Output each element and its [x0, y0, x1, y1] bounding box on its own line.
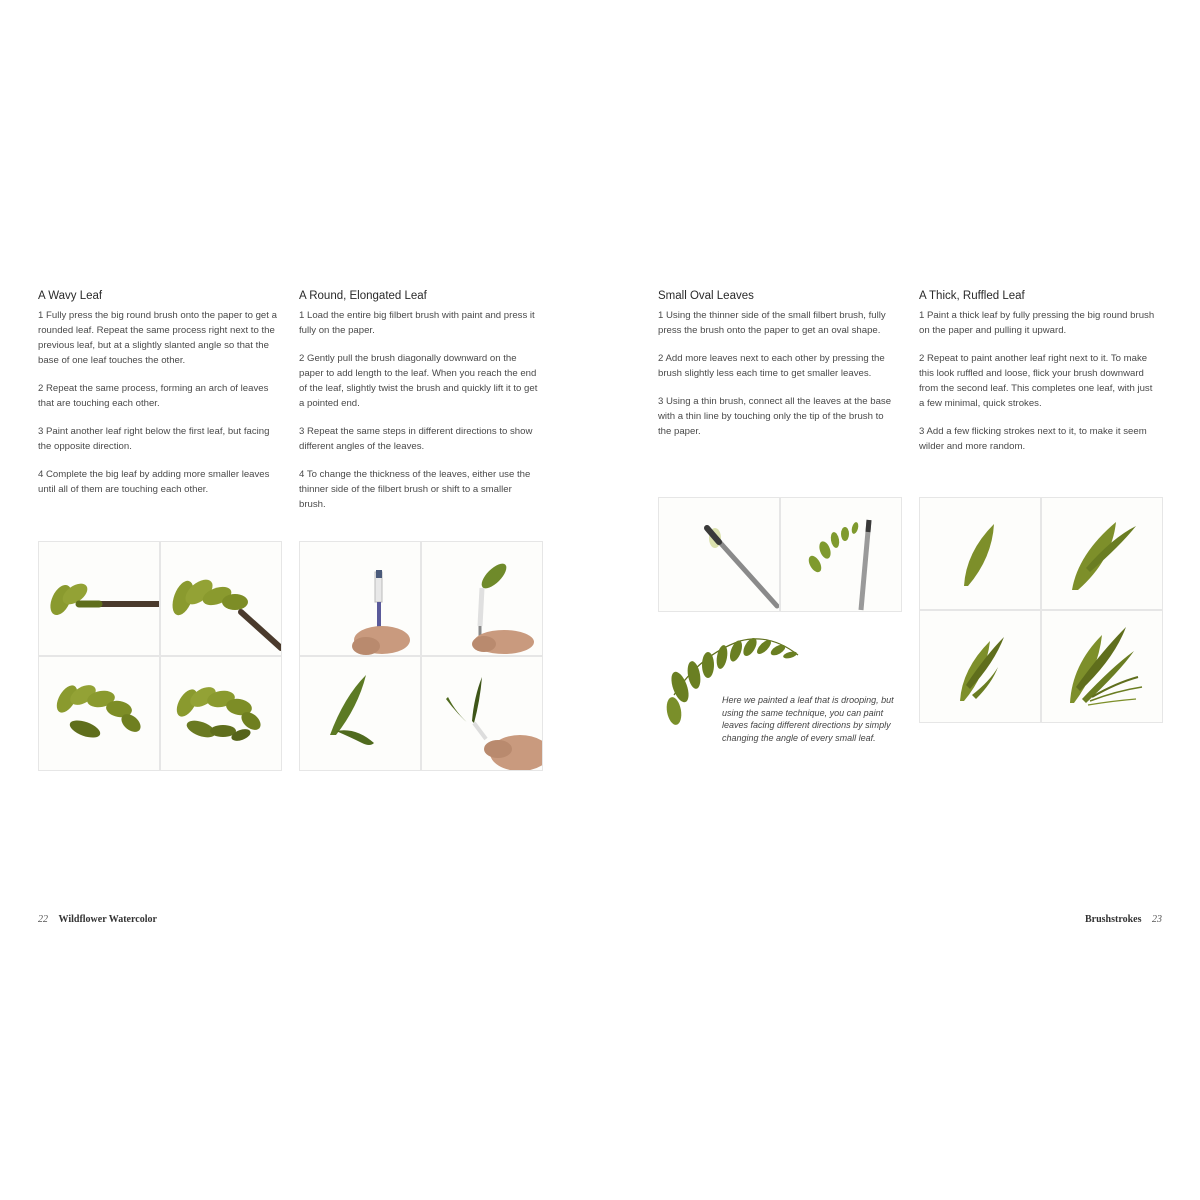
step-text: 3 Repeat the same steps in different directions to show different angles of the leaves.: [299, 426, 533, 452]
oval-leaves-photo-grid: [658, 497, 902, 612]
wavy-leaf-step-1-photo: [39, 542, 159, 655]
section-round-elongated-leaf: [299, 290, 539, 525]
section-wavy-leaf: [38, 290, 278, 510]
chapter-title: Brushstrokes: [1085, 914, 1142, 925]
step-text: 1 Load the entire big filbert brush with paint and press it fully on the paper.: [299, 310, 535, 336]
section-title: A Thick, Ruffled Leaf: [919, 290, 1025, 302]
step-text: 2 Add more leaves next to each other by pressing the brush slightly less each time to get smaller leaves.: [658, 353, 885, 379]
ruffled-leaf-step-4-photo: [1042, 611, 1162, 722]
step-text: 1 Using the thinner side of the small filbert brush, fully press the brush onto the paper to get an oval shape.: [658, 310, 886, 336]
drooping-leaf-caption: Here we painted a leaf that is drooping, but using the same technique, you can paint leaves facing different directions by simply changing the angle of every small leaf.: [722, 695, 894, 743]
elongated-leaf-step-3-photo: [300, 657, 420, 770]
elongated-leaf-step-4-photo: [422, 657, 542, 770]
step-text: 3 Add a few flicking strokes next to it, to make it seem wilder and more random.: [919, 426, 1147, 452]
wavy-leaf-step-3-photo: [39, 657, 159, 770]
step-text: 4 To change the thickness of the leaves, either use the thinner side of the filbert brush or shift to a smaller brush.: [299, 469, 531, 510]
elongated-leaf-step-2-photo: [422, 542, 542, 655]
wavy-leaf-photo-grid: [38, 541, 282, 771]
oval-leaves-step-2-photo: [781, 498, 901, 611]
section-title: Small Oval Leaves: [658, 290, 754, 302]
step-text: 3 Using a thin brush, connect all the leaves at the base with a thin line by touching only the tip of the brush to the paper.: [658, 396, 892, 437]
wavy-leaf-step-4-photo: [161, 657, 281, 770]
section-title: A Round, Elongated Leaf: [299, 290, 427, 302]
step-text: 2 Repeat the same process, forming an arch of leaves that are touching each other.: [38, 383, 269, 409]
wavy-leaf-step-2-photo: [161, 542, 281, 655]
page-number: 23: [1152, 914, 1162, 925]
page-number: 22: [38, 914, 48, 925]
section-small-oval-leaves: [658, 290, 898, 452]
footer-right: [1085, 914, 1170, 925]
section-title: A Wavy Leaf: [38, 290, 103, 302]
elongated-leaf-step-1-photo: [300, 542, 420, 655]
step-text: 4 Complete the big leaf by adding more smaller leaves until all of them are touching each other.: [38, 469, 270, 495]
step-text: 1 Fully press the big round brush onto the paper to get a rounded leaf. Repeat the same process right next to the previous leaf, but at a slightly slanted angle so that the base of one leaf touches the other.: [38, 310, 277, 366]
ruffled-leaf-step-1-photo: [920, 498, 1040, 609]
section-thick-ruffled-leaf: [919, 290, 1159, 467]
ruffled-leaf-step-2-photo: [1042, 498, 1162, 609]
step-text: 1 Paint a thick leaf by fully pressing the big round brush on the paper and pulling it upward.: [919, 310, 1155, 336]
ruffled-leaf-photo-grid: [919, 497, 1163, 723]
footer-left: [30, 914, 157, 925]
step-text: 2 Repeat to paint another leaf right next to it. To make this look ruffled and loose, flick your brush downward from the second leaf. This completes one leaf, with just a few minimal, quick strokes.: [919, 353, 1153, 409]
elongated-leaf-photo-grid: [299, 541, 543, 771]
step-text: 3 Paint another leaf right below the first leaf, but facing the opposite direction.: [38, 426, 270, 452]
ruffled-leaf-step-3-photo: [920, 611, 1040, 722]
step-text: 2 Gently pull the brush diagonally downward on the paper to add length to the leaf. When you reach the end of the leaf, slightly twist the brush and quickly lift it to get a pointed end.: [299, 353, 538, 409]
oval-leaves-step-1-photo: [659, 498, 779, 611]
book-title: Wildflower Watercolor: [58, 914, 157, 925]
